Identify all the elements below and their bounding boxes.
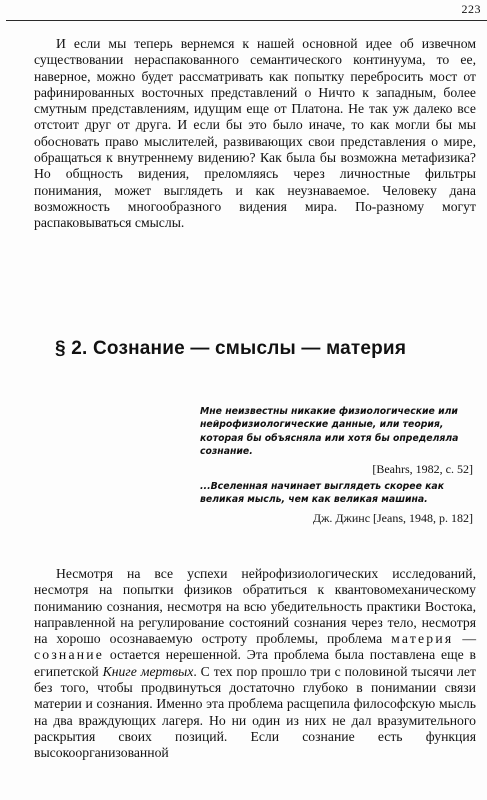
paragraph-1: И если мы теперь вернемся к нашей основной идее об извечном существовании нераспакованного семантического континуума, то ее, наверное, можно будет рассматривать как попытку перебросить мост от рафинированных восточных представлений о Ничто к западным, более смутным представлениям, идущим еще от Платона. Не так уж далеко все отстоит друг от друга. И если бы это было иначе, то как могли бы мы обосновать право мыслителей, развивающих свои представления о мире, обращаться к внутреннему видению? Как была бы возможна метафизика? Но общность видения, преломляясь через личностные фильтры понимания, может выглядеть и как неузнаваемое. Человеку дана возможность многообразного видения мира. По-разному могут распаковываться смыслы.: [34, 36, 476, 231]
epigraph-2-quote: ...Вселенная начинает выглядеть скорее как великая мысль, чем как великая машина.: [200, 481, 445, 506]
em-dash: —: [453, 631, 477, 647]
paragraph-2-part-2: остается нерешенной. Эта проблема была поставлена еще в египетской: [34, 647, 476, 679]
epigraph-1-quote: Мне неизвестны никакие физиологические или нейрофизиологические данные, или теория, которая бы объясняла или хотя бы определяла сознание.: [200, 406, 459, 457]
paragraph-2-part-3: . С тех пор прошло три с половиной тысячи лет без того, чтобы продвинуться достаточно глубоко в понимании связи материи и сознания. Именно эта проблема расщепила философскую мысль на два враждующих лагеря. Но ни один из них не дал вразумительного раскрытия своих позиций. Если сознание есть функция высокоорганизованной: [34, 663, 476, 761]
epigraph-2: [200, 480, 473, 525]
spaced-word-consciousness: сознание: [34, 647, 105, 663]
header-rule: [6, 20, 487, 21]
section-heading: § 2. Сознание — смыслы — материя: [55, 338, 407, 359]
epigraph-1-source: [Beahrs, 1982, с. 52]: [372, 462, 473, 477]
spaced-word-matter: материя: [391, 631, 454, 647]
paragraph-2: [34, 566, 476, 762]
page-number: 223: [461, 2, 481, 16]
book-title-italic: Книге мертвых: [102, 663, 194, 679]
epigraph-1: [200, 405, 473, 476]
epigraph-2-source: Дж. Джинс [Jeans, 1948, р. 182]: [312, 510, 473, 525]
paragraph-2-part-1: Несмотря на все успехи нейрофизиологических исследований, несмотря на попытки физиков обратиться к квантовомеханическому пониманию сознания, несмотря на всю убедительность практики Востока, направленной на регулирование состояний сознания через тело, несмотря на хорошо осознаваемую остроту проблемы, проблема: [34, 566, 476, 647]
